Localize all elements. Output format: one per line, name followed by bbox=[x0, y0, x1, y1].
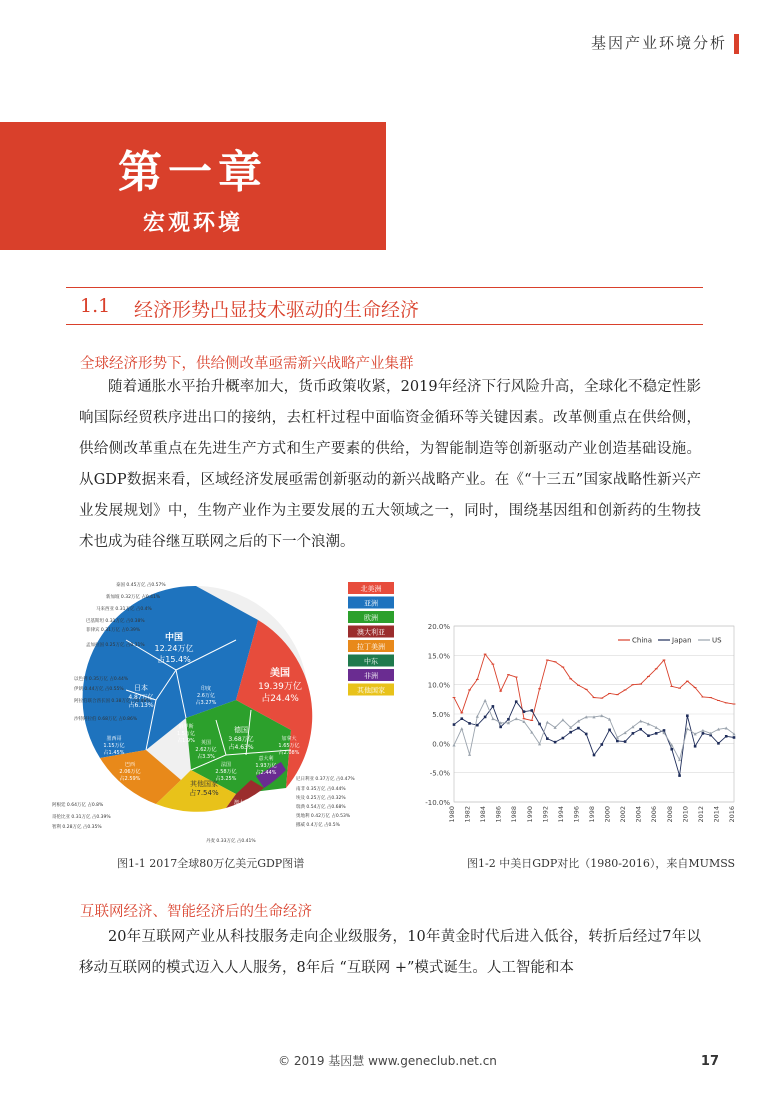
side-label: 挪威 0.4万亿 占0.5% bbox=[296, 823, 340, 828]
side-label: 以色列 0.35万亿 占0.44% bbox=[74, 677, 129, 682]
label-uk-share: 占3.3% bbox=[197, 754, 215, 760]
legend-label: 中东 bbox=[364, 657, 378, 666]
series-point-japan bbox=[686, 714, 689, 717]
side-label: 新加坡 0.32万亿 占0.41% bbox=[106, 595, 161, 600]
label-germany-share: 占4.63% bbox=[228, 744, 254, 751]
series-point-japan bbox=[608, 729, 611, 732]
y-tick-label: 10.0% bbox=[427, 681, 450, 690]
label-russia-value: 1.5万亿 bbox=[177, 731, 195, 737]
side-label: 马来西亚 0.31万亿 占0.4% bbox=[96, 607, 152, 612]
label-mexico-name: 墨西哥 bbox=[106, 736, 122, 742]
figure-gdp-line-chart bbox=[422, 616, 744, 830]
legend-label: 澳大利亚 bbox=[357, 628, 385, 637]
series-point-japan bbox=[670, 748, 673, 751]
series-point-japan bbox=[499, 726, 502, 729]
legend-text: China bbox=[632, 636, 652, 645]
side-label: 巴基斯坦 0.31万亿 占0.38% bbox=[86, 619, 145, 624]
label-australia-share: 占1.67% bbox=[233, 814, 255, 820]
x-tick-label: 2012 bbox=[696, 806, 705, 823]
series-point-japan bbox=[717, 742, 720, 745]
x-tick-label: 1992 bbox=[541, 806, 550, 823]
label-canada-share: 占2.08% bbox=[278, 750, 300, 756]
subhead-life-economy: 互联网经济、智能经济后的生命经济 bbox=[80, 904, 312, 920]
page-number: 17 bbox=[700, 1054, 719, 1069]
series-point-japan bbox=[616, 740, 619, 743]
side-label: 菲律宾 0.31万亿 占0.39% bbox=[86, 628, 141, 633]
series-point-japan bbox=[554, 741, 557, 744]
label-italy-value: 1.93万亿 bbox=[255, 763, 277, 769]
legend-label: 其他国家 bbox=[357, 686, 385, 695]
label-japan-name: 日本 bbox=[134, 684, 148, 692]
label-mexico-share: 占1.45% bbox=[103, 750, 125, 756]
paragraph-2 bbox=[79, 922, 701, 984]
x-tick-label: 2008 bbox=[665, 806, 674, 823]
label-brazil-value: 2.06万亿 bbox=[119, 769, 141, 775]
side-label: 阿根廷 0.64万亿 占0.8% bbox=[52, 803, 104, 808]
y-tick-label: -10.0% bbox=[425, 799, 450, 807]
side-label: 瑞典 0.54万亿 占0.68% bbox=[296, 805, 346, 810]
x-tick-label: 1984 bbox=[479, 806, 488, 823]
series-point-japan bbox=[624, 740, 627, 743]
chapter-title: 宏观环境 bbox=[142, 210, 243, 236]
side-label: 南非 0.35万亿 占0.44% bbox=[296, 787, 346, 792]
series-point-japan bbox=[702, 732, 705, 735]
series-point-japan bbox=[460, 717, 463, 720]
label-other-name: 其他国家 bbox=[190, 780, 218, 788]
series-point-japan bbox=[569, 731, 572, 734]
series-point-japan bbox=[530, 709, 533, 712]
series-point-japan bbox=[562, 737, 565, 740]
side-label: 奥地利 0.42万亿 占0.53% bbox=[296, 814, 351, 819]
x-tick-label: 1986 bbox=[494, 806, 503, 823]
label-italy-share: 占2.44% bbox=[255, 770, 277, 776]
legend-label: 亚洲 bbox=[364, 599, 378, 608]
label-russia-share: 占1.9% bbox=[177, 738, 195, 744]
section-number: 1.1 bbox=[80, 295, 111, 317]
label-canada-name: 加拿大 bbox=[281, 736, 297, 742]
x-tick-label: 2002 bbox=[619, 806, 628, 823]
label-france-value: 2.58万亿 bbox=[215, 769, 237, 775]
x-tick-label: 2016 bbox=[728, 806, 736, 823]
series-point-japan bbox=[593, 754, 596, 757]
label-australia-name: 澳大利亚 bbox=[233, 800, 255, 806]
side-label: 哥伦比亚 0.31万亿 占0.39% bbox=[52, 815, 111, 820]
series-point-japan bbox=[585, 733, 588, 736]
label-india-value: 2.6万亿 bbox=[197, 693, 215, 699]
series-point-japan bbox=[492, 705, 495, 708]
side-label: 孟加拉国 0.25万亿 占0.31% bbox=[86, 643, 145, 648]
label-india-share: 占3.27% bbox=[195, 700, 217, 706]
label-japan-share: 占6.13% bbox=[128, 702, 154, 709]
figure2-caption: 图1-2 中美日GDP对比（1980-2016），来自MUMSS bbox=[467, 857, 736, 870]
section-bottom-rule bbox=[66, 324, 703, 325]
side-label: 伊朗 0.44万亿 占0.55% bbox=[74, 687, 124, 692]
header-accent-bar bbox=[734, 34, 739, 54]
series-point-japan bbox=[694, 745, 697, 748]
label-usa-value: 19.39万亿 bbox=[258, 682, 302, 692]
chapter-number: 第一章 bbox=[118, 147, 268, 198]
y-tick-label: 0.0% bbox=[432, 740, 450, 749]
label-italy-name: 意大利 bbox=[258, 756, 274, 762]
section-title: 经济形势凸显技术驱动的生命经济 bbox=[134, 299, 420, 321]
label-china-name: 中国 bbox=[164, 633, 184, 643]
y-tick-label: 20.0% bbox=[427, 623, 450, 631]
series-point-japan bbox=[515, 700, 518, 703]
label-brazil-name: 巴西 bbox=[124, 762, 136, 768]
side-label: 泰国 0.45万亿 占0.57% bbox=[116, 583, 166, 588]
side-label: 阿拉伯联合酋长国 0.38万亿 占0.48% bbox=[74, 699, 151, 704]
series-point-japan bbox=[546, 737, 549, 740]
series-point-japan bbox=[600, 743, 603, 746]
paragraph-1 bbox=[79, 372, 701, 558]
section-top-rule bbox=[66, 287, 703, 288]
figure-gdp-map bbox=[52, 580, 396, 850]
side-label: 沙特阿拉伯 0.68万亿 占0.86% bbox=[74, 717, 138, 722]
x-tick-label: 1998 bbox=[588, 806, 596, 823]
label-brazil-share: 占2.59% bbox=[119, 776, 141, 782]
label-other-share: 占7.54% bbox=[189, 789, 219, 797]
label-canada-value: 1.65万亿 bbox=[278, 743, 300, 749]
series-point-japan bbox=[476, 724, 479, 727]
side-label: 智利 0.28万亿 占0.35% bbox=[52, 825, 102, 830]
label-uk-value: 2.62万亿 bbox=[195, 747, 217, 753]
header-title: 基因产业环境分析 bbox=[590, 34, 727, 52]
legend-label: 非洲 bbox=[364, 672, 378, 680]
label-mexico-value: 1.15万亿 bbox=[103, 743, 125, 749]
series-point-japan bbox=[523, 710, 526, 713]
y-tick-label: 5.0% bbox=[432, 711, 450, 719]
side-label: 尼日利亚 0.37万亿 占0.47% bbox=[296, 777, 355, 782]
x-tick-label: 1980 bbox=[448, 806, 456, 823]
paragraph-1-text: 随着通胀水平抬升概率加大，货币政策收紧，2019年经济下行风险升高，全球化不稳定性影响国际经贸秩序进出口的接纳，去杠杆过程中面临资金循环等关键因素。改革侧重点在供给侧，供给侧改革重点在先进生产方式和生产要素的供给，为智能制造等创新驱动产业创造基础设施。从GDP数据来看，区域经济发展亟需创新驱动的新兴战略产业。在《“十三五”国家战略性新兴产业发展规划》中，生物产业作为主要发展的五大领域之一，同时，围绕基因组和创新药的生物技术也成为硅谷继互联网之后的下一个浪潮。 bbox=[79, 379, 701, 550]
series-point-japan bbox=[647, 734, 650, 737]
label-japan-value: 4.87万亿 bbox=[128, 694, 154, 701]
footer-copyright: © 2019 基因慧 www.geneclub.net.cn bbox=[278, 1054, 497, 1068]
series-point-japan bbox=[733, 736, 736, 739]
legend-label: 北美洲 bbox=[360, 585, 382, 593]
x-tick-label: 1996 bbox=[572, 806, 581, 823]
x-tick-label: 1988 bbox=[510, 806, 519, 823]
series-point-japan bbox=[678, 774, 681, 777]
series-point-japan bbox=[453, 723, 456, 726]
x-tick-label: 2006 bbox=[650, 806, 659, 823]
series-point-japan bbox=[538, 723, 541, 726]
paragraph-2-text: 20年互联网产业从科技服务走向企业级服务，10年黄金时代后进入低谷，转折后经过7年以移动互联网的模式迈入人人服务，8年后 “互联网 +”模式诞生。人工智能和本 bbox=[79, 929, 701, 976]
legend-label: 欧洲 bbox=[364, 614, 378, 622]
series-point-japan bbox=[507, 718, 510, 721]
subhead-global-economy: 全球经济形势下，供给侧改革亟需新兴战略产业集群 bbox=[80, 356, 414, 372]
label-russia-name: 俄罗斯 bbox=[178, 724, 194, 730]
series-point-japan bbox=[725, 735, 728, 738]
series-point-japan bbox=[577, 727, 580, 730]
side-label: 丹麦 0.33万亿 占0.41% bbox=[206, 839, 256, 844]
side-label: 埃及 0.25万亿 占0.32% bbox=[296, 796, 346, 801]
series-point-japan bbox=[484, 716, 487, 719]
label-australia-value: 1.32万亿 bbox=[233, 807, 255, 813]
x-tick-label: 1982 bbox=[463, 806, 472, 823]
label-germany-name: 德国 bbox=[234, 726, 248, 734]
y-tick-label: 15.0% bbox=[427, 652, 450, 661]
x-tick-label: 2010 bbox=[681, 806, 690, 823]
label-china-value: 12.24万亿 bbox=[154, 644, 194, 653]
gdp-legend bbox=[348, 582, 394, 696]
x-tick-label: 2004 bbox=[634, 806, 643, 823]
legend-text: Japan bbox=[672, 636, 692, 645]
legend-label: 拉丁美洲 bbox=[357, 643, 385, 651]
label-germany-value: 3.68万亿 bbox=[228, 736, 254, 743]
label-france-share: 占3.25% bbox=[215, 776, 237, 782]
label-india-name: 印度 bbox=[200, 686, 212, 692]
x-tick-label: 2014 bbox=[712, 806, 721, 823]
series-point-japan bbox=[639, 728, 642, 731]
series-point-japan bbox=[632, 732, 635, 735]
label-china-share: 占15.4% bbox=[157, 655, 191, 664]
label-usa-share: 占24.4% bbox=[261, 694, 299, 704]
x-tick-label: 1990 bbox=[525, 806, 534, 823]
legend-text: US bbox=[712, 636, 722, 645]
label-uk-name: 英国 bbox=[200, 740, 212, 746]
series-point-japan bbox=[655, 732, 658, 735]
x-tick-label: 1994 bbox=[556, 806, 565, 823]
y-tick-label: -5.0% bbox=[429, 769, 450, 778]
figure1-caption: 图1-1 2017全球80万亿美元GDP图谱 bbox=[117, 857, 305, 870]
series-point-japan bbox=[468, 722, 471, 725]
label-usa-name: 美国 bbox=[270, 668, 290, 679]
label-france-name: 法国 bbox=[220, 762, 232, 768]
x-tick-label: 2000 bbox=[603, 806, 612, 823]
